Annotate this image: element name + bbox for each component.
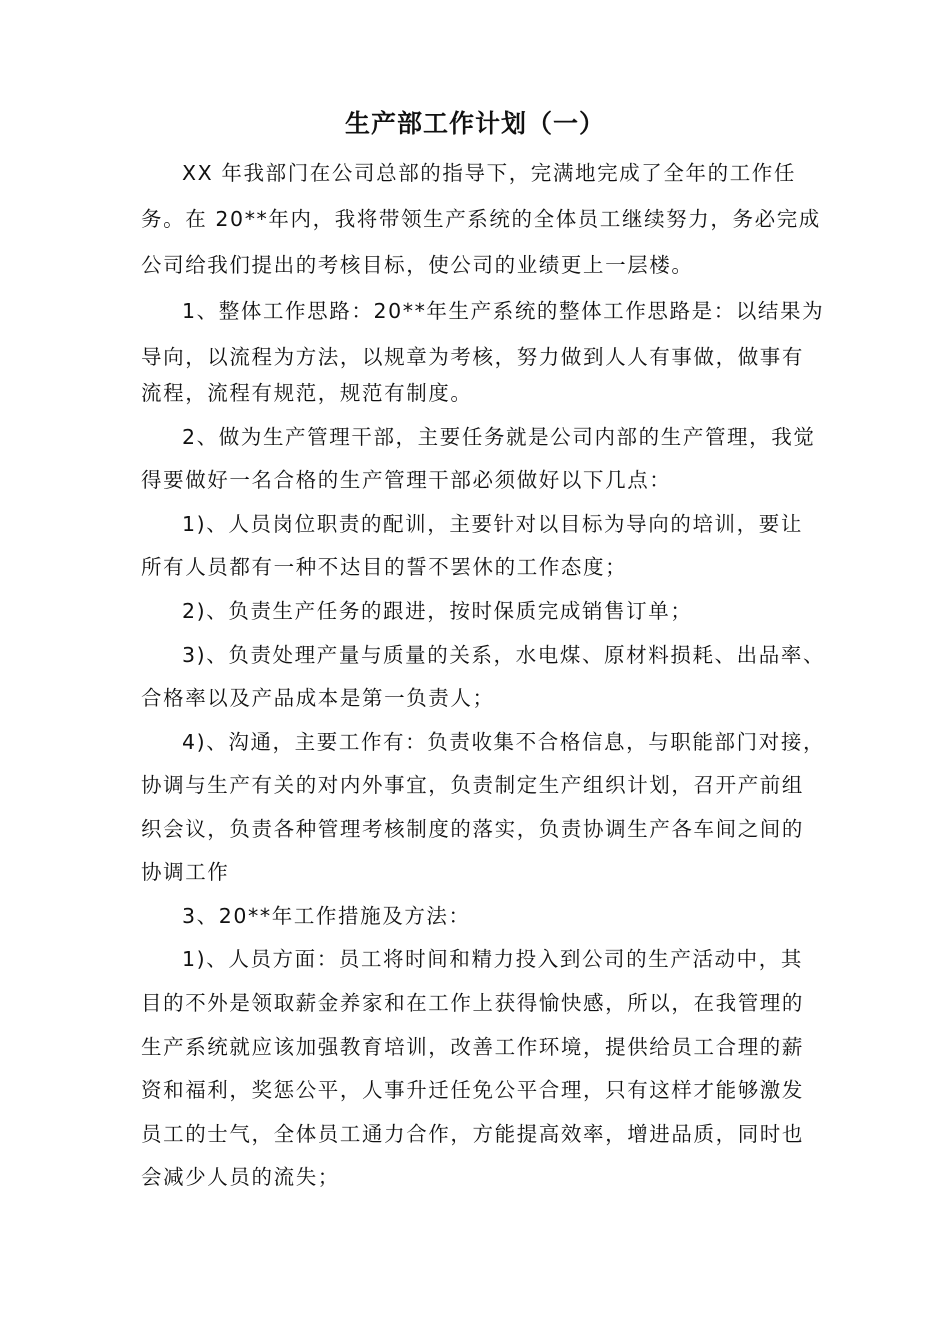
paragraph-line: 织会议，负责各种管理考核制度的落实，负责协调生产各车间之间的 bbox=[141, 817, 804, 841]
paragraph-line: 1、整体工作思路：20**年生产系统的整体工作思路是：以结果为 bbox=[182, 299, 825, 323]
paragraph-line: 得要做好一名合格的生产管理干部必须做好以下几点： bbox=[141, 468, 672, 492]
paragraph-line: 所有人员都有一种不达目的誓不罢休的工作态度； bbox=[141, 555, 628, 579]
paragraph-line: 2)、负责生产任务的跟进，按时保质完成销售订单； bbox=[182, 599, 693, 623]
paragraph-line: 目的不外是领取薪金养家和在工作上获得愉快感，所以，在我管理的 bbox=[141, 991, 804, 1015]
paragraph-line: 导向，以流程为方法，以规章为考核，努力做到人人有事做，做事有 bbox=[141, 345, 804, 369]
paragraph-line: 合格率以及产品成本是第一负责人； bbox=[141, 686, 495, 710]
paragraph-line: 协调与生产有关的对内外事宜，负责制定生产组织计划，召开产前组 bbox=[141, 773, 804, 797]
paragraph-line: 生产系统就应该加强教育培训，改善工作环境，提供给员工合理的薪 bbox=[141, 1035, 804, 1059]
paragraph-line: 2、做为生产管理干部，主要任务就是公司内部的生产管理，我觉 bbox=[182, 425, 816, 449]
paragraph-line: 3、20**年工作措施及方法： bbox=[182, 904, 471, 928]
paragraph-line: 资和福利，奖惩公平，人事升迁任免公平合理，只有这样才能够激发 bbox=[141, 1078, 804, 1102]
paragraph-line: 3)、负责处理产量与质量的关系，水电煤、原材料损耗、出品率、 bbox=[182, 643, 826, 667]
paragraph-line: 协调工作 bbox=[141, 860, 230, 884]
paragraph-line: 1)、人员方面：员工将时间和精力投入到公司的生产活动中，其 bbox=[182, 947, 803, 971]
document-title: 生产部工作计划（一） bbox=[344, 109, 605, 138]
paragraph-line: 公司给我们提出的考核目标，使公司的业绩更上一层楼。 bbox=[141, 253, 694, 277]
paragraph-line: 4)、沟通，主要工作有：负责收集不合格信息，与职能部门对接， bbox=[182, 730, 826, 754]
paragraph-line: 1)、人员岗位职责的配训，主要针对以目标为导向的培训，要让 bbox=[182, 512, 803, 536]
paragraph-line: 流程，流程有规范，规范有制度。 bbox=[141, 381, 473, 405]
paragraph-line: 务。在 20**年内，我将带领生产系统的全体员工继续努力，务必完成 bbox=[141, 207, 821, 231]
paragraph-line: 员工的士气，全体员工通力合作，方能提高效率，增进品质，同时也 bbox=[141, 1122, 804, 1146]
paragraph-line: 会减少人员的流失； bbox=[141, 1165, 340, 1189]
paragraph-line: XX 年我部门在公司总部的指导下，完满地完成了全年的工作任 bbox=[182, 161, 797, 185]
